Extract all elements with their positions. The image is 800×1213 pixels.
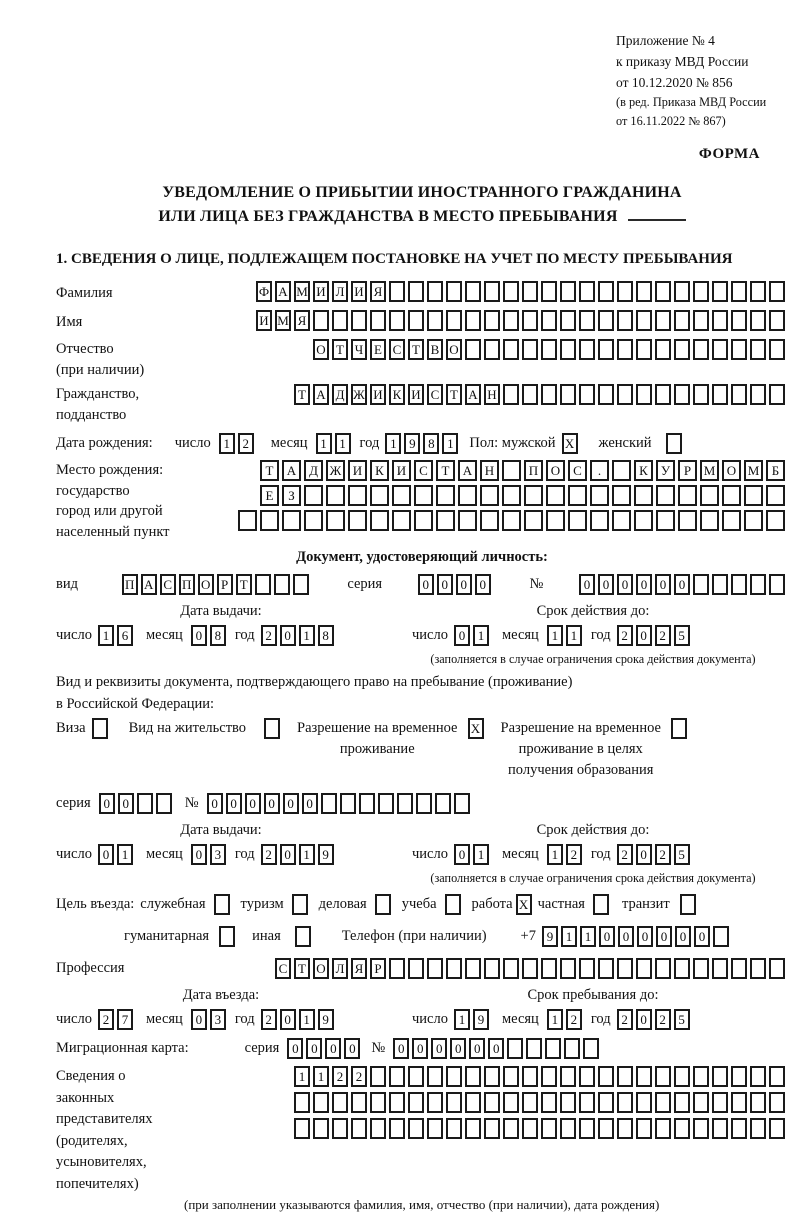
month-label: месяц (145, 1011, 183, 1027)
representatives-label-line: представителях (56, 1111, 153, 1127)
header-line: к приказу МВД России (616, 54, 749, 69)
birth-year-label: год (359, 435, 380, 451)
sex-male-checkbox[interactable]: X (562, 433, 581, 454)
residence-doc-issue-year-cells[interactable]: 2 0 1 9 (261, 844, 337, 865)
day-label: число (56, 1011, 92, 1027)
id-doc-issue-day-cells[interactable]: 1 6 (98, 625, 136, 646)
id-doc-valid-header: Срок действия до: (536, 603, 650, 619)
id-doc-number-label: № (529, 576, 544, 592)
migration-card-series-cells[interactable]: 0 0 0 0 (287, 1038, 363, 1059)
citizenship-label-line2: подданство (56, 406, 127, 423)
residence-doc-series-label: серия (56, 795, 91, 811)
profession-row (56, 956, 788, 981)
visa-label: Виза (56, 720, 86, 736)
residence-doc-series-row (56, 791, 788, 816)
id-doc-series-label: серия (347, 576, 383, 592)
form-title-line2-wrap (56, 205, 788, 229)
stay-until-group (398, 987, 788, 1032)
birth-date-label: Дата рождения: (56, 435, 153, 451)
residence-doc-number-label: № (184, 795, 199, 811)
opt-official-checkbox[interactable] (214, 894, 233, 915)
opt-humanitarian-label: гуманитарная (124, 928, 210, 944)
edu-residence-label (501, 718, 661, 781)
representatives-label-line: попечителях) (56, 1175, 139, 1192)
id-doc-number-cells[interactable]: 0 0 0 0 0 0 (579, 574, 788, 595)
visit-purpose-label: Цель въезда: (56, 896, 135, 912)
id-doc-issue-group (56, 603, 386, 667)
edu-residence-label-line1: Разрешение на временное (500, 720, 661, 736)
name-row (56, 310, 788, 335)
residence-doc-valid-year-cells[interactable]: 2 0 2 5 (617, 844, 693, 865)
residence-doc-issue-fields (56, 842, 386, 867)
representatives-label-line: законных (56, 1089, 115, 1106)
id-doc-valid-year-cells[interactable]: 2 0 2 5 (617, 625, 693, 646)
day-label: число (412, 1011, 448, 1027)
day-label: число (56, 846, 92, 862)
id-doc-series-cells[interactable]: 0 0 0 0 (418, 574, 494, 595)
id-doc-kind-cells[interactable]: П А С П О Р Т (122, 574, 312, 595)
patronymic-label (56, 339, 144, 380)
entry-dates (56, 987, 788, 1032)
visa-checkbox[interactable] (92, 718, 111, 739)
phone-prefix: +7 (520, 928, 536, 944)
representatives-labels (56, 1066, 168, 1195)
birth-place-row2-cells[interactable]: Е З (260, 485, 788, 506)
visit-purpose-row2 (56, 924, 788, 949)
opt-humanitarian-checkbox[interactable] (219, 926, 238, 947)
residence-doc-valid-group (398, 822, 788, 886)
birth-place-label-city1: город или другой (56, 503, 163, 519)
profession-label: Профессия (56, 960, 125, 976)
residence-doc-dates (56, 822, 788, 886)
migration-card-row (56, 1036, 788, 1061)
representatives-cells-column (168, 1066, 788, 1144)
temp-residence-checkbox[interactable]: X (468, 718, 487, 739)
id-doc-issue-year-cells[interactable]: 2 0 1 8 (261, 625, 337, 646)
patronymic-label-line1: Отчество (56, 341, 114, 357)
birth-day-label: число (174, 435, 211, 451)
entry-year-cells[interactable]: 2 0 1 9 (261, 1009, 337, 1030)
year-label: год (590, 1011, 611, 1027)
header-line-edition: (в ред. Приказа МВД России (616, 95, 767, 109)
birth-place-label: Место рождения: (56, 462, 164, 478)
sex-male-label: Пол: мужской (469, 435, 556, 451)
residence-doc-issue-day-cells[interactable]: 0 1 (98, 844, 136, 865)
month-label: месяц (501, 627, 539, 643)
migration-card-series-label: серия (244, 1040, 280, 1056)
opt-tourism-checkbox[interactable] (292, 894, 311, 915)
representatives-row2-cells[interactable] (294, 1092, 788, 1113)
year-label: год (590, 627, 611, 643)
citizenship-cells[interactable]: Т А Д Ж И К И С Т А Н (294, 384, 788, 405)
name-label: Имя (56, 314, 83, 330)
surname-label: Фамилия (56, 285, 113, 301)
id-doc-dates (56, 603, 788, 667)
opt-work-label: работа (471, 896, 513, 912)
blank-underline (628, 206, 686, 221)
header-reference-block (616, 30, 792, 130)
year-label: год (234, 1011, 255, 1027)
migration-card-number-cells[interactable]: 0 0 0 0 0 0 (393, 1038, 602, 1059)
opt-other-label: иная (252, 928, 281, 944)
stay-until-day-cells[interactable]: 1 9 (454, 1009, 492, 1030)
month-label: месяц (501, 1011, 539, 1027)
residence-doc-issue-month-cells[interactable]: 0 3 (191, 844, 229, 865)
residence-doc-issue-header: Дата выдачи: (180, 822, 262, 838)
edu-residence-label-line2: проживание в целях (518, 741, 643, 757)
month-label: месяц (145, 627, 183, 643)
birth-place-label-state: государство (56, 482, 130, 499)
representatives-label-line: (родителях, (56, 1132, 128, 1149)
id-doc-valid-note: (заполняется в случае ограничения срока действия документа) (430, 652, 756, 666)
profession-cells[interactable]: С Т О Л Я Р (275, 958, 788, 979)
stay-until-fields (398, 1007, 788, 1032)
opt-business-label: деловая (318, 896, 367, 912)
representatives-note: (при заполнении указываются фамилия, имя, отчество (при наличии), дата рождения) (184, 1197, 660, 1212)
opt-private-label: частная (537, 896, 585, 912)
birth-place-block (56, 460, 788, 542)
temp-residence-label (297, 718, 457, 760)
id-doc-valid-month-cells[interactable]: 1 1 (547, 625, 585, 646)
edu-residence-checkbox[interactable] (671, 718, 690, 739)
id-doc-valid-fields (398, 623, 788, 648)
name-cells[interactable]: И М Я (256, 310, 788, 331)
id-doc-heading: Документ, удостоверяющий личность: (296, 549, 548, 565)
year-label: год (590, 846, 611, 862)
residence-permit-label: Вид на жительство (128, 720, 247, 736)
residence-doc-valid-day-cells[interactable]: 0 1 (454, 844, 492, 865)
id-doc-valid-day-cells[interactable]: 0 1 (454, 625, 492, 646)
opt-private-checkbox[interactable] (593, 894, 612, 915)
visit-purpose-row1 (56, 892, 788, 917)
opt-other-checkbox[interactable] (295, 926, 314, 947)
birth-place-label-city2: населенный пункт (56, 523, 170, 540)
birth-year-cells[interactable]: 1 9 8 1 (385, 433, 461, 454)
representatives-block (56, 1066, 788, 1195)
id-doc-issue-header: Дата выдачи: (180, 603, 262, 619)
patronymic-cells[interactable]: О Т Ч Е С Т В О (313, 339, 788, 360)
phone-label: Телефон (при наличии) (341, 928, 487, 944)
patronymic-label-line2: (при наличии) (56, 361, 145, 378)
entry-month-cells[interactable]: 0 3 (191, 1009, 229, 1030)
header-line-edition: от 16.11.2022 № 867) (616, 113, 726, 128)
migration-card-number-label: № (371, 1040, 386, 1056)
section1-heading: 1. СВЕДЕНИЯ О ЛИЦЕ, ПОДЛЕЖАЩЕМ ПОСТАНОВКЕ НА УЧЕТ ПО МЕСТУ ПРЕБЫВАНИЯ (56, 251, 733, 267)
id-doc-kind-label: вид (56, 576, 78, 592)
residence-doc-intro (56, 671, 788, 715)
sex-female-label: женский (598, 435, 652, 451)
day-label: число (412, 846, 448, 862)
opt-transit-checkbox[interactable] (680, 894, 699, 915)
year-label: год (234, 627, 255, 643)
month-label: месяц (145, 846, 183, 862)
citizenship-label-line1: Гражданство, (56, 386, 140, 402)
residence-doc-series-cells[interactable]: 0 0 (99, 793, 175, 814)
patronymic-row (56, 339, 788, 380)
entry-date-header: Дата въезда: (182, 987, 260, 1003)
residence-doc-valid-header: Срок действия до: (536, 822, 650, 838)
birth-month-cells[interactable]: 1 1 (316, 433, 354, 454)
entry-date-group (56, 987, 386, 1032)
stay-until-month-cells[interactable]: 1 2 (547, 1009, 585, 1030)
form-label: ФОРМА (698, 146, 760, 162)
month-label: месяц (501, 846, 539, 862)
opt-official-label: служебная (140, 896, 206, 912)
residence-doc-valid-fields (398, 842, 788, 867)
residence-doc-valid-note: (заполняется в случае ограничения срока действия документа) (430, 871, 756, 885)
birth-place-row3-cells[interactable] (238, 510, 788, 531)
birth-month-label: месяц (270, 435, 308, 451)
birth-date-row (56, 431, 788, 456)
opt-transit-label: транзит (621, 896, 670, 912)
temp-residence-label-line1: Разрешение на временное (297, 720, 458, 736)
edu-residence-label-line3: получения образования (508, 762, 654, 778)
phone-cells[interactable]: 9 1 1 0 0 0 0 0 0 (542, 926, 732, 947)
id-doc-valid-group (398, 603, 788, 667)
birth-day-cells[interactable]: 1 2 (219, 433, 257, 454)
birth-place-labels (56, 460, 204, 542)
residence-doc-options (56, 718, 788, 781)
id-doc-issue-month-cells[interactable]: 0 8 (191, 625, 229, 646)
opt-study-checkbox[interactable] (445, 894, 464, 915)
migration-card-label: Миграционная карта: (56, 1040, 189, 1056)
residence-doc-intro-line1: Вид и реквизиты документа, подтверждающего право на пребывание (проживание) (56, 674, 573, 690)
representatives-row1-cells[interactable]: 1 1 2 2 (294, 1066, 788, 1087)
form-title-line1: УВЕДОМЛЕНИЕ О ПРИБЫТИИ ИНОСТРАННОГО ГРАЖДАНИНА (162, 184, 682, 201)
sex-female-checkbox[interactable] (666, 433, 685, 454)
residence-doc-valid-month-cells[interactable]: 1 2 (547, 844, 585, 865)
surname-cells[interactable]: Ф А М И Л И Я (256, 281, 788, 302)
day-label: число (412, 627, 448, 643)
entry-date-fields (56, 1007, 386, 1032)
stay-until-header: Срок пребывания до: (527, 987, 659, 1003)
representatives-row3-cells[interactable] (294, 1118, 788, 1139)
entry-day-cells[interactable]: 2 7 (98, 1009, 136, 1030)
id-doc-row (56, 572, 788, 597)
residence-permit-checkbox[interactable] (264, 718, 283, 739)
form-title-line2: ИЛИ ЛИЦА БЕЗ ГРАЖДАНСТВА В МЕСТО ПРЕБЫВАНИЯ (158, 208, 618, 225)
id-doc-issue-fields (56, 623, 386, 648)
surname-row (56, 281, 788, 306)
stay-until-year-cells[interactable]: 2 0 2 5 (617, 1009, 693, 1030)
temp-residence-label-line2: проживание (339, 741, 415, 757)
birth-place-cells-column (204, 460, 788, 535)
residence-doc-number-cells[interactable]: 0 0 0 0 0 0 (207, 793, 473, 814)
citizenship-row (56, 384, 788, 425)
residence-doc-intro-line2: в Российской Федерации: (56, 696, 215, 712)
opt-tourism-label: туризм (240, 896, 284, 912)
opt-work-checkbox[interactable]: X (516, 894, 535, 915)
day-label: число (56, 627, 92, 643)
representatives-label-line: Сведения о (56, 1068, 126, 1084)
residence-doc-issue-group (56, 822, 386, 886)
form-title (56, 181, 788, 229)
birth-place-row1-cells[interactable]: Т А Д Ж И К И С Т А Н П О С . К У Р М О М Б (260, 460, 788, 481)
header-line: от 10.12.2020 № 856 (616, 75, 733, 90)
representatives-label-line: усыновителях, (56, 1154, 147, 1170)
year-label: год (234, 846, 255, 862)
header-line: Приложение № 4 (616, 33, 715, 48)
opt-study-label: учеба (401, 896, 437, 912)
opt-business-checkbox[interactable] (375, 894, 394, 915)
citizenship-label (56, 384, 139, 425)
